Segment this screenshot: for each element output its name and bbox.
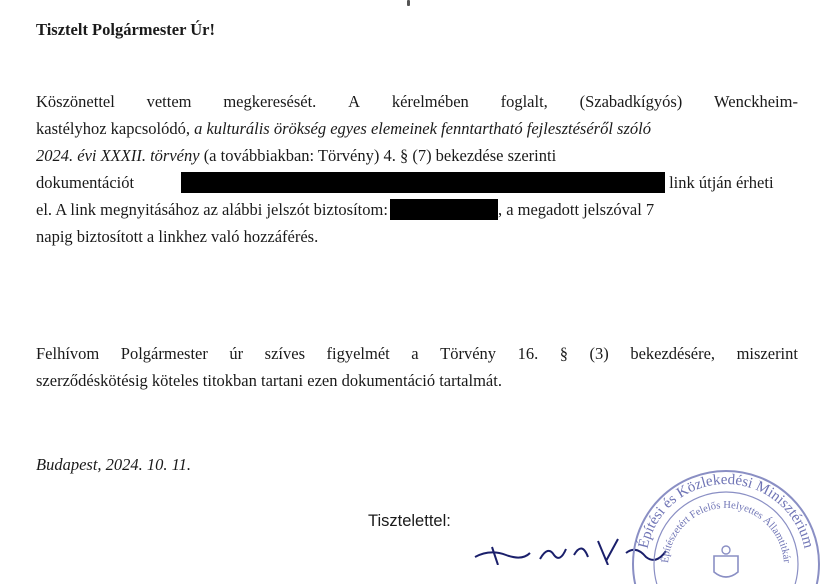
paragraph-1 xyxy=(36,88,798,250)
paragraph-1-line-3 xyxy=(36,142,798,169)
paragraph-1-line-4 xyxy=(36,169,798,196)
text: kastélyhoz kapcsolódó, xyxy=(36,119,190,138)
salutation: Tisztelt Polgármester Úr! xyxy=(36,20,215,39)
scan-speck xyxy=(407,0,410,6)
word: szíves xyxy=(264,344,305,363)
word: (Szabadkígyós) xyxy=(579,92,683,111)
text: el. A link megnyitásához az alábbi jelszót biztosítom: xyxy=(36,200,388,219)
law-number-italic: 2024. évi XXXII. törvény xyxy=(36,146,200,165)
text: dokumentációt xyxy=(36,173,135,192)
paragraph-1-line-2 xyxy=(36,115,798,142)
redacted-link xyxy=(181,172,665,193)
text: (a továbbiakban: Törvény) 4. § (7) bekezdése szerinti xyxy=(203,146,557,165)
paragraph-1-line-6: napig biztosított a linkhez való hozzáférés. xyxy=(36,227,319,246)
text: , a megadott jelszóval 7 xyxy=(497,200,655,219)
word: (3) xyxy=(589,344,609,363)
paragraph-1-line-1 xyxy=(36,88,798,115)
word: Polgármester xyxy=(120,344,208,363)
word: § xyxy=(559,344,568,363)
paragraph-2-line-1 xyxy=(36,340,798,367)
word: A xyxy=(348,92,361,111)
official-stamp xyxy=(626,464,826,584)
word: Wenckheim- xyxy=(714,92,798,111)
word: Törvény xyxy=(440,344,497,363)
stamp-text-outer: Építési és Közlekedési Minisztérium xyxy=(635,471,817,550)
word: Köszönettel xyxy=(36,92,115,111)
word: vettem xyxy=(146,92,192,111)
law-title-italic: a kulturális örökség egyes elemeinek fenntartható fejlesztéséről szóló xyxy=(194,119,651,138)
word: Felhívom xyxy=(36,344,100,363)
paragraph-1-line-5 xyxy=(36,196,798,223)
word: a xyxy=(411,344,419,363)
word: miszerint xyxy=(736,344,798,363)
stamp-text-inner: Építészetért Felelős Helyettes Államtitkár xyxy=(660,499,792,564)
word: 16. xyxy=(517,344,539,363)
date-line: Budapest, 2024. 10. 11. xyxy=(36,455,192,474)
closing-greeting: Tisztelettel: xyxy=(368,512,451,530)
word: megkeresését. xyxy=(223,92,317,111)
word: foglalt, xyxy=(500,92,548,111)
text: link útján érheti xyxy=(669,173,774,192)
word: úr xyxy=(229,344,244,363)
word: bekezdésére, xyxy=(630,344,716,363)
paragraph-2 xyxy=(36,340,798,394)
word: kérelmében xyxy=(391,92,469,111)
paragraph-2-line-2: szerződéskötésig köteles titokban tartani ezen dokumentáció tartalmát. xyxy=(36,371,502,390)
word: figyelmét xyxy=(326,344,390,363)
redacted-password xyxy=(390,199,498,220)
